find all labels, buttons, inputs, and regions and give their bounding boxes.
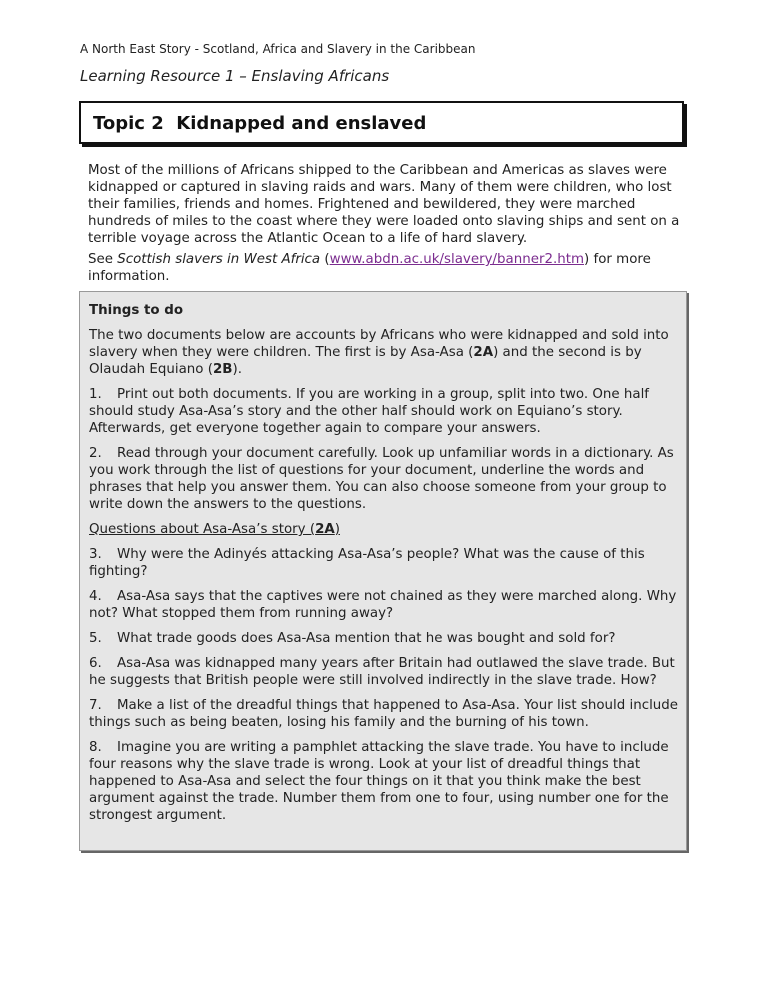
things-to-do-intro — [89, 327, 679, 378]
numbered-item — [89, 546, 679, 580]
running-header: A North East Story - Scotland, Africa and Slavery in the Caribbean — [80, 42, 476, 56]
item-number: 4. — [89, 589, 102, 604]
item-text: Print out both documents. If you are working in a group, split into two. One half should study Asa-Asa’s story and the other half should work on Equiano’s story. Afterwards, get everyone together again to compare your answers. — [89, 387, 650, 436]
item-number: 5. — [89, 631, 102, 646]
numbered-item — [89, 630, 679, 647]
intro-text-c: ) and the second is by Olaudah Equiano ( — [89, 345, 642, 377]
item-number: 3. — [89, 547, 102, 562]
intro-text-a: The two documents below are accounts by Africans who were kidnapped and sold into slavery when they were children. The first is by Asa-Asa ( — [89, 328, 669, 360]
slavery-link[interactable]: www.abdn.ac.uk/slavery/banner2.htm — [329, 252, 585, 267]
things-to-do-content — [89, 302, 679, 832]
question-list — [89, 546, 679, 824]
things-to-do-box — [79, 291, 687, 851]
questions-heading-close: ) — [334, 522, 340, 537]
numbered-item — [89, 588, 679, 622]
item-text: What trade goods does Asa-Asa mention that he was bought and sold for? — [117, 631, 616, 646]
topic-title: Topic 2 Kidnapped and enslaved — [93, 113, 427, 134]
task-list-a — [89, 386, 679, 513]
item-number: 8. — [89, 740, 102, 755]
resource-subtitle: Learning Resource 1 – Enslaving Africans — [80, 67, 390, 85]
doc-ref-2a: 2A — [473, 345, 494, 360]
numbered-item — [89, 655, 679, 689]
see-title: Scottish slavers in West Africa — [117, 252, 321, 267]
item-number: 1. — [89, 387, 102, 402]
item-number: 2. — [89, 446, 102, 461]
see-prefix: See — [88, 252, 118, 267]
questions-heading — [89, 521, 679, 538]
questions-doc-ref: 2A — [315, 522, 335, 537]
item-text: Asa-Asa was kidnapped many years after Britain had outlawed the slave trade. But he suggests that British people were still involved indirectly in the slave trade. How? — [89, 656, 675, 688]
see-suffix: ) for more information. — [88, 252, 651, 284]
numbered-item — [89, 386, 679, 437]
numbered-item — [89, 697, 679, 731]
intro-paragraph: Most of the millions of Africans shipped to the Caribbean and Americas as slaves were kidnapped or captured in slaving raids and wars. Many of them were children, who lost their families, friends and homes. Frightened and bewildered, they were marched hundreds of miles to the coast where they were loaded onto slaving ships and sent on a terrible voyage across the Atlantic Ocean to a life of hard slavery. — [88, 163, 680, 246]
item-text: Make a list of the dreadful things that happened to Asa-Asa. Your list should include things such as being beaten, losing his family and the burning of his town. — [89, 698, 679, 730]
see-open: ( — [320, 252, 330, 267]
see-also-paragraph — [88, 251, 688, 285]
item-text: Asa-Asa says that the captives were not chained as they were marched along. Why not? What stopped them from running away? — [89, 589, 677, 621]
topic-title-box — [79, 101, 684, 144]
item-number: 6. — [89, 656, 102, 671]
item-text: Why were the Adinyés attacking Asa-Asa’s people? What was the cause of this fighting? — [89, 547, 645, 579]
item-number: 7. — [89, 698, 102, 713]
intro-text-d: ). — [232, 362, 242, 377]
item-text: Imagine you are writing a pamphlet attacking the slave trade. You have to include four reasons why the slave trade is wrong. Look at your list of dreadful things that happened to Asa-Asa and select the four things on it that you think make the best argument against the trade. Number them from one to four, using number one for the strongest argument. — [89, 740, 669, 823]
doc-ref-2b: 2B — [212, 362, 233, 377]
questions-heading-text: Questions about Asa-Asa’s story ( — [89, 522, 316, 537]
things-to-do-heading: Things to do — [89, 303, 184, 318]
numbered-item — [89, 445, 679, 513]
numbered-item — [89, 739, 679, 824]
item-text: Read through your document carefully. Look up unfamiliar words in a dictionary. As you work through the list of questions for your document, underline the words and phrases that help you answer them. You can also choose someone from your group to write down the answers to the questions. — [89, 446, 674, 512]
